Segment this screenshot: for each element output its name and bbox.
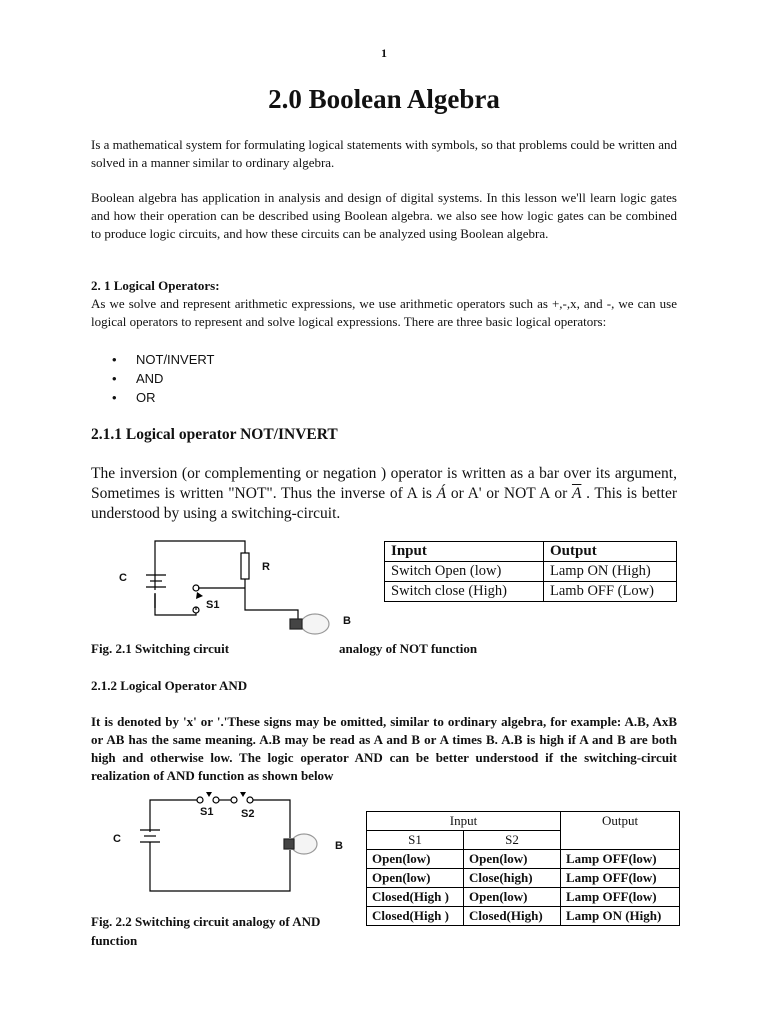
header-input: Input: [385, 542, 544, 562]
list-item: • NOT/INVERT: [112, 350, 215, 369]
not-circuit-diagram: [110, 535, 350, 635]
list-item: • OR: [112, 388, 215, 407]
text-part: The inversion (or complementing or negation ) operator is written as a bar over its argument, Sometimes is written "NOT". Thus the inverse of A is: [91, 465, 677, 502]
label-c: C: [119, 572, 127, 584]
label-r: R: [262, 561, 270, 573]
table-row: [367, 888, 680, 907]
a-acute: Á: [436, 485, 447, 502]
table-cell: Lamp OFF(low): [561, 888, 680, 907]
and-truth-table: [366, 811, 680, 926]
fig-2-1-caption-right: analogy of NOT function: [339, 641, 478, 656]
table-row: [367, 869, 680, 888]
table-cell: Switch Open (low): [385, 562, 544, 582]
table-cell: Open(low): [367, 850, 464, 869]
operator-list: [112, 350, 215, 407]
text-part: or A' or NOT A or: [446, 485, 572, 502]
header-input: Input: [367, 812, 561, 831]
page-title: 2.0 Boolean Algebra: [268, 84, 500, 114]
section-2-1-2-heading: 2.1.2 Logical Operator AND: [91, 678, 248, 693]
label-s1: S1: [206, 599, 220, 611]
fig-2-2-caption: Fig. 2.2 Switching circuit analogy of AND function: [91, 914, 321, 948]
table-cell: Closed(High ): [367, 907, 464, 926]
label-s1: S1: [200, 806, 214, 818]
table-cell: Switch close (High): [385, 582, 544, 602]
list-item: • AND: [112, 369, 215, 388]
table-cell: Close(high): [464, 869, 561, 888]
table-cell: Lamp OFF(low): [561, 850, 680, 869]
subheader-s1: S1: [367, 831, 464, 850]
table-cell: Lamb OFF (Low): [544, 582, 677, 602]
table-cell: Open(low): [464, 888, 561, 907]
fig-2-1-caption-left: Fig. 2.1 Switching circuit: [91, 641, 230, 656]
table-cell: Open(low): [367, 869, 464, 888]
table-cell: Lamp ON (High): [544, 562, 677, 582]
table-cell: Closed(High ): [367, 888, 464, 907]
table-cell: Closed(High): [464, 907, 561, 926]
and-circuit-diagram: [120, 790, 340, 900]
section-2-1-1-text: [91, 464, 677, 524]
table-row: [385, 562, 677, 582]
section-2-1-2-text: It is denoted by 'x' or '.'These signs may be omitted, similar to ordinary algebra, for example: A.B, AxB or AB has the same meaning. A.B may be read as A and B or A times B. A.B is high if A and B are both high and otherwise low. The logic operator AND can be better understood if the switching-circuit realization of AND function as shown below: [91, 714, 677, 783]
label-b: B: [343, 615, 351, 627]
section-2-1-1-heading: 2.1.1 Logical operator NOT/INVERT: [91, 426, 338, 443]
text-part: . This is better understood by using a switching-circuit.: [91, 485, 677, 522]
label-s2: S2: [241, 808, 255, 820]
a-bar: $\overline{A}$: [571, 485, 582, 502]
section-2-1-heading: 2. 1 Logical Operators:: [91, 278, 220, 293]
table-row: [367, 907, 680, 926]
page-number: 1: [381, 46, 387, 60]
table-cell: Lamp OFF(low): [561, 869, 680, 888]
subheader-s2: S2: [464, 831, 561, 850]
table-row: [367, 850, 680, 869]
table-row: [385, 582, 677, 602]
label-b: B: [335, 840, 343, 852]
intro-paragraph-2: Boolean algebra has application in analysis and design of digital systems. In this lesson we'll learn logic gates and how their operation can be described using Boolean algebra. we also see how logic gates can be combined to produce logic circuits, and how these circuits can be analyzed using Boolean algebra.: [91, 190, 677, 241]
table-cell: Open(low): [464, 850, 561, 869]
table-cell: Lamp ON (High): [561, 907, 680, 926]
header-output: Output: [544, 542, 677, 562]
label-c: C: [113, 833, 121, 845]
section-2-1-text: As we solve and represent arithmetic expressions, we use arithmetic operators such as +,-,x, and -, we can use logical operators to represent and solve logical expressions. There are three basic logical operators:: [91, 296, 677, 329]
header-output: Output: [561, 812, 680, 850]
not-truth-table: [384, 541, 677, 602]
intro-paragraph-1: Is a mathematical system for formulating logical statements with symbols, so that problems could be written and solved in a manner similar to ordinary algebra.: [91, 137, 677, 170]
